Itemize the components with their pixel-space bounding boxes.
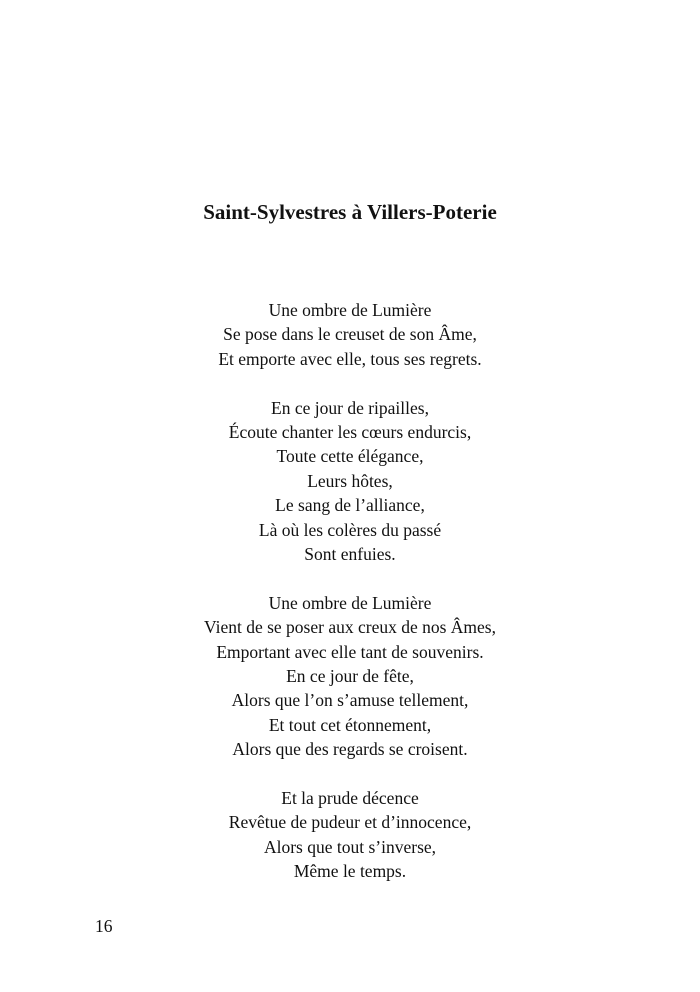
verse-line: Emportant avec elle tant de souvenirs. [216,641,484,662]
verse-line: Une ombre de Lumière [268,300,432,320]
verse-line: Une ombre de Lumière [268,592,432,613]
verse-line: Alors que l’on s’amuse tellement, [231,690,469,711]
verse-line: Écoute chanter les cœurs endurcis, [228,422,472,443]
stanza-2 [0,396,700,567]
stanza-4 [0,786,700,884]
verse-line: Se pose dans le creuset de son Âme, [223,324,477,345]
poem-body [0,298,700,884]
verse-line: Toute cette élégance, [276,446,424,467]
verse-line: Vient de se poser aux creux de nos Âmes, [204,617,496,638]
verse-line: Là où les colères du passé [258,519,442,540]
verse-line: Le sang de l’alliance, [275,495,425,516]
verse-line: En ce jour de fête, [286,666,414,687]
page-number: 16 [95,916,113,936]
verse-line: Et la prude décence [281,788,419,809]
verse-line: Alors que tout s’inverse, [263,836,437,857]
verse-line: Même le temps. [293,861,407,882]
verse-line: Et emporte avec elle, tous ses regrets. [218,348,482,369]
stanza-3 [0,591,700,762]
stanza-1 [0,298,700,371]
poem-title: Saint-Sylvestres à Villers-Poterie [203,200,497,224]
verse-line: En ce jour de ripailles, [271,397,429,418]
verse-line: Leurs hôtes, [307,470,393,491]
verse-line: Alors que des regards se croisent. [232,739,468,760]
verse-line: Sont enfuies. [304,544,396,565]
verse-line: Revêtue de pudeur et d’innocence, [228,812,472,833]
verse-line: Et tout cet étonnement, [268,714,432,735]
